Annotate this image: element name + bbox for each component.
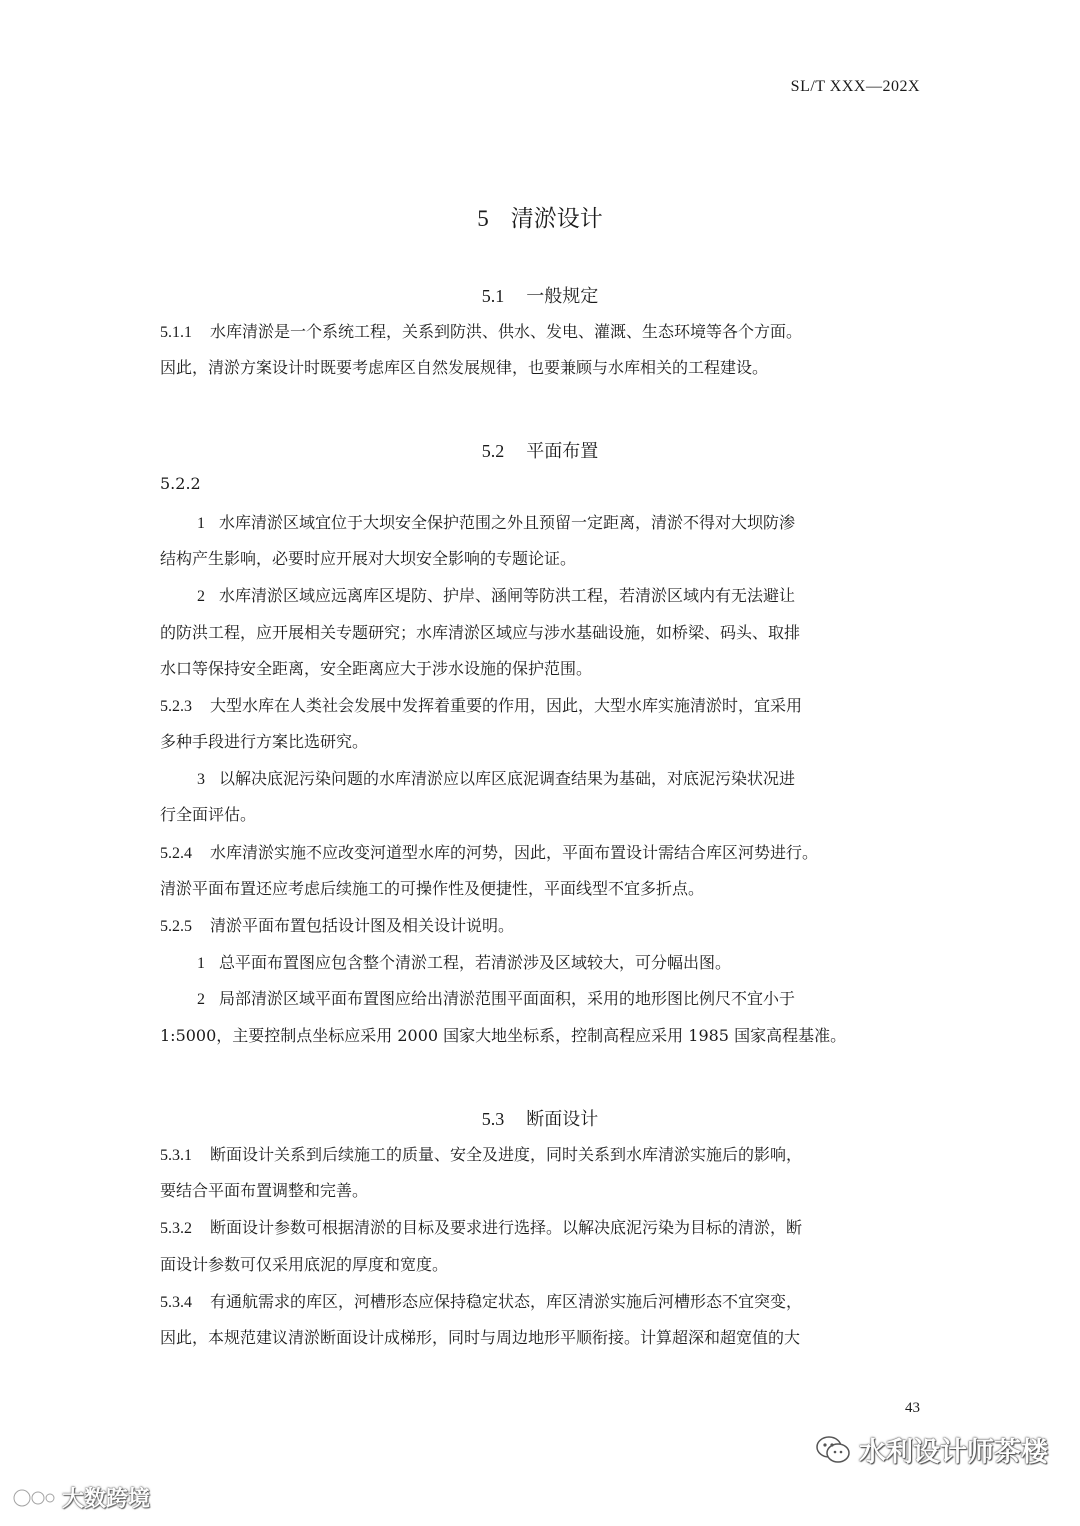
section-name: 断面设计 xyxy=(526,1109,599,1130)
watermark-right xyxy=(815,1430,1048,1469)
item-text: 水库清淤区域宜位于大坝安全保护范围之外且预留一定距离，清淤不得对大坝防渗 xyxy=(219,513,796,532)
clause-5-2-3-item-3-line-2: 行全面评估。 xyxy=(160,805,257,824)
section-number: 5.3 xyxy=(481,1109,505,1129)
clause-number: 5.3.4 xyxy=(160,1294,192,1311)
clause-5-2-4-line-1 xyxy=(160,840,818,863)
clause-text: 有通航需求的库区，河槽形态应保持稳定状态，库区清淤实施后河槽形态不宜突变， xyxy=(210,1292,803,1311)
clause-5-3-4-line-2: 因此，本规范建议清淤断面设计成梯形，同时与周边地形平顺衔接。计算超深和超宽值的大 xyxy=(160,1328,801,1347)
clause-5-2-3-line-1 xyxy=(160,693,802,716)
clause-5-2-2-item-2-line-3: 水口等保持安全距离，安全距离应大于涉水设施的保护范围。 xyxy=(160,659,593,678)
clause-number: 5.3.2 xyxy=(160,1220,192,1237)
brand-logo-icon xyxy=(12,1485,56,1511)
item-text: 以解决底泥污染问题的水库清淤应以库区底泥调查结果为基础，对底泥污染状况进 xyxy=(219,769,796,788)
clause-5-2-5-line-1 xyxy=(160,913,514,936)
section-number: 5.1 xyxy=(481,286,505,306)
chapter-name: 清淤设计 xyxy=(510,206,603,232)
clause-text: 大型水库在人类社会发展中发挥着重要的作用，因此，大型水库实施清淤时，宜采用 xyxy=(210,696,803,715)
clause-number: 5.2.4 xyxy=(160,845,192,862)
clause-5-3-1-line-2: 要结合平面布置调整和完善。 xyxy=(160,1181,369,1200)
clause-5-1-1-line-2: 因此，清淤方案设计时既要考虑库区自然发展规律，也要兼顾与水库相关的工程建设。 xyxy=(160,358,769,377)
watermark-left-text: 大数跨境 xyxy=(62,1487,151,1512)
chapter-number: 5 xyxy=(477,206,489,231)
section-title-5-2 xyxy=(0,437,1080,463)
clause-text: 断面设计关系到后续施工的质量、安全及进度，同时关系到水库清淤实施后的影响， xyxy=(210,1145,803,1164)
watermark-right-text: 水利设计师茶楼 xyxy=(859,1437,1048,1468)
section-title-5-1 xyxy=(0,282,1080,308)
clause-5-2-5-item-2-line-1 xyxy=(197,986,795,1009)
clause-5-2-3-item-3-line-1 xyxy=(197,766,795,789)
clause-5-2-5-item-2-line-2: 1:5000，主要控制点坐标应采用 2000 国家大地坐标系，控制高程应采用 1985 国家高程基准。 xyxy=(160,1026,847,1045)
clause-text: 水库清淤实施不应改变河道型水库的河势，因此，平面布置设计需结合库区河势进行。 xyxy=(210,843,819,862)
section-name: 平面布置 xyxy=(526,441,599,462)
clause-5-2-2-item-2-line-1 xyxy=(197,583,795,606)
clause-number: 5.2.5 xyxy=(160,918,192,935)
item-text: 局部清淤区域平面布置图应给出清淤范围平面面积，采用的地形图比例尺不宜小于 xyxy=(219,989,796,1008)
clause-5-2-2-item-1-line-1 xyxy=(197,510,795,533)
clause-number: 5.2.3 xyxy=(160,698,192,715)
clause-5-3-2-line-2: 面设计参数可仅采用底泥的厚度和宽度。 xyxy=(160,1255,449,1274)
clause-5-3-1-line-1 xyxy=(160,1142,802,1165)
clause-text: 清淤平面布置包括设计图及相关设计说明。 xyxy=(210,916,515,935)
document-code: SL/T XXX—202X xyxy=(790,78,920,95)
section-title-5-3 xyxy=(0,1105,1080,1131)
clause-5-1-1-line-1 xyxy=(160,319,802,342)
item-number: 1 xyxy=(197,955,205,972)
page-number: 43 xyxy=(905,1400,920,1416)
clause-5-2-5-item-1 xyxy=(197,950,731,973)
clause-5-3-4-line-1 xyxy=(160,1289,802,1312)
clause-5-2-2-number: 5.2.2 xyxy=(160,474,201,493)
section-name: 一般规定 xyxy=(526,286,599,307)
clause-text: 断面设计参数可根据清淤的目标及要求进行选择。以解决底泥污染为目标的清淤，断 xyxy=(210,1218,803,1237)
clause-5-2-2-item-1-line-2: 结构产生影响，必要时应开展对大坝安全影响的专题论证。 xyxy=(160,549,577,568)
clause-5-2-3-line-2: 多种手段进行方案比选研究。 xyxy=(160,732,369,751)
clause-5-3-2-line-1 xyxy=(160,1215,802,1238)
clause-5-2-4-line-2: 清淤平面布置还应考虑后续施工的可操作性及便捷性，平面线型不宜多折点。 xyxy=(160,879,705,898)
wechat-icon xyxy=(815,1435,851,1465)
clause-5-2-2-item-2-line-2: 的防洪工程，应开展相关专题研究；水库清淤区域应与涉水基础设施，如桥梁、码头、取排 xyxy=(160,623,801,642)
chapter-title xyxy=(0,200,1080,233)
item-number: 2 xyxy=(197,588,205,605)
item-text: 水库清淤区域应远离库区堤防、护岸、涵闸等防洪工程，若清淤区域内有无法避让 xyxy=(219,586,796,605)
clause-number: 5.1.1 xyxy=(160,324,192,341)
watermark-left xyxy=(12,1482,150,1513)
clause-text: 水库清淤是一个系统工程，关系到防洪、供水、发电、灌溉、生态环境等各个方面。 xyxy=(210,322,803,341)
section-number: 5.2 xyxy=(481,441,505,461)
item-number: 1 xyxy=(197,515,205,532)
item-number: 3 xyxy=(197,771,205,788)
item-number: 2 xyxy=(197,991,205,1008)
item-text: 总平面布置图应包含整个清淤工程，若清淤涉及区域较大，可分幅出图。 xyxy=(219,953,732,972)
clause-number: 5.3.1 xyxy=(160,1147,192,1164)
